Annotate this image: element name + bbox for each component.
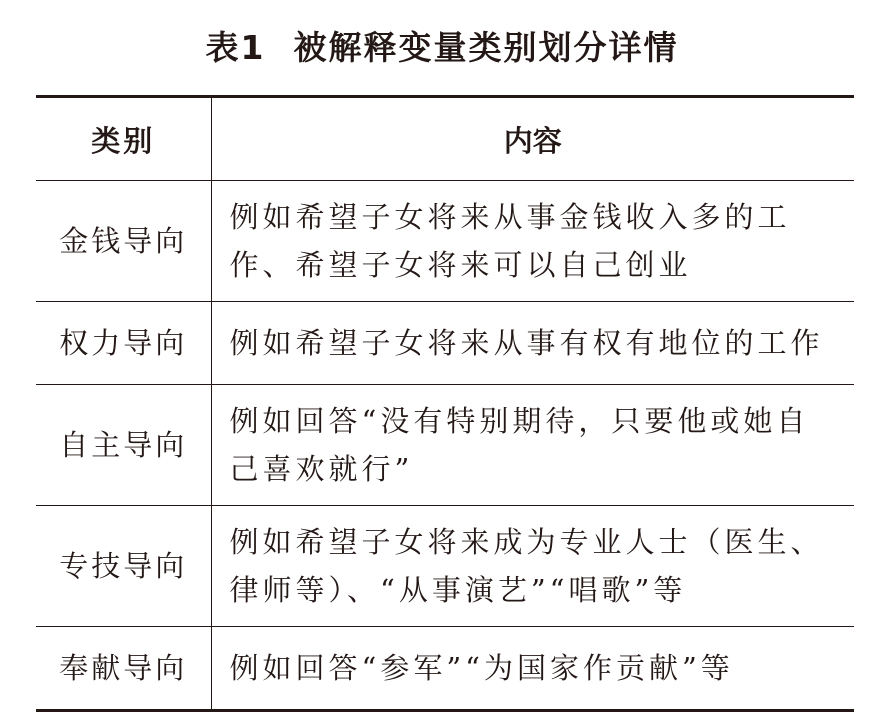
category-cell: 专技导向 <box>36 506 211 627</box>
column-header-content: 内容 <box>211 97 854 181</box>
column-header-category: 类别 <box>36 97 211 181</box>
content-cell: 例如回答“参军”“为国家作贡献”等 <box>211 627 854 711</box>
category-cell: 金钱导向 <box>36 181 211 302</box>
category-cell: 自主导向 <box>36 385 211 506</box>
category-cell: 奉献导向 <box>36 627 211 711</box>
table-row <box>36 181 854 302</box>
category-table <box>36 95 854 712</box>
content-cell: 例如希望子女将来从事金钱收入多的工作、希望子女将来可以自己创业 <box>211 181 854 302</box>
table-header-row <box>36 97 854 181</box>
table-caption <box>0 22 884 69</box>
table-row <box>36 506 854 627</box>
content-cell: 例如回答“没有特别期待，只要他或她自己喜欢就行” <box>211 385 854 506</box>
table-row <box>36 627 854 711</box>
table-row <box>36 385 854 506</box>
table-number: 表1 <box>205 28 266 67</box>
table-title: 被解释变量类别划分详情 <box>293 28 679 67</box>
content-cell: 例如希望子女将来从事有权有地位的工作 <box>211 302 854 385</box>
content-cell: 例如希望子女将来成为专业人士（医生、律师等）、“从事演艺”“唱歌”等 <box>211 506 854 627</box>
category-cell: 权力导向 <box>36 302 211 385</box>
table-row <box>36 302 854 385</box>
